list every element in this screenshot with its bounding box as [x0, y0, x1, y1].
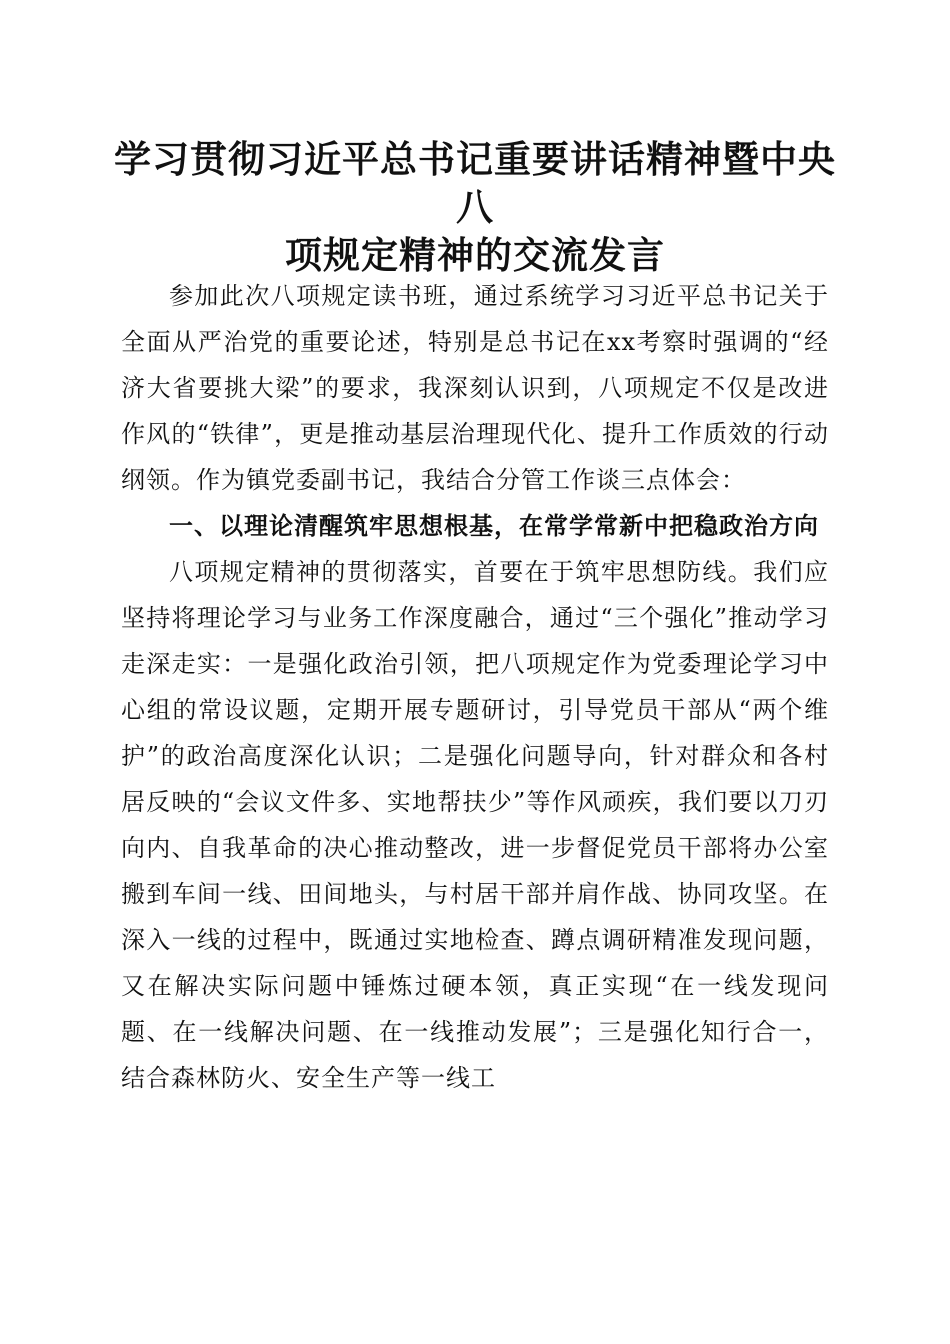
- title-line-1: 学习贯彻习近平总书记重要讲话精神暨中央八: [114, 137, 836, 229]
- document-title: [100, 135, 850, 279]
- section-1-heading: 一、以理论清醒筑牢思想根基，在常学常新中把稳政治方向: [169, 512, 819, 540]
- title-line-2: 项规定精神的交流发言: [285, 233, 665, 277]
- document-body: [121, 273, 829, 1101]
- section-1-paragraph: 八项规定精神的贯彻落实，首要在于筑牢思想防线。我们应坚持将理论学习与业务工作深度融合，通过“三个强化”推动学习走深走实：一是强化政治引领，把八项规定作为党委理论学习中心组的常设议题，定期开展专题研讨，引导党员干部从“两个维护”的政治高度深化认识；二是强化问题导向，针对群众和各村居反映的“会议文件多、实地帮扶少”等作风顽疾，我们要以刀刃向内、自我革命的决心推动整改，进一步督促党员干部将办公室搬到车间一线、田间地头，与村居干部并肩作战、协同攻坚。在深入一线的过程中，既通过实地检查、蹲点调研精准发现问题，又在解决实际问题中锤炼过硬本领，真正实现“在一线发现问题、在一线解决问题、在一线推动发展”；三是强化知行合一，结合森林防火、安全生产等一线工: [121, 558, 829, 1092]
- intro-paragraph: 参加此次八项规定读书班，通过系统学习习近平总书记关于全面从严治党的重要论述，特别是总书记在xx考察时强调的“经济大省要挑大梁”的要求，我深刻认识到，八项规定不仅是改进作风的“铁律”，更是推动基层治理现代化、提升工作质效的行动纲领。作为镇党委副书记，我结合分管工作谈三点体会：: [121, 282, 829, 494]
